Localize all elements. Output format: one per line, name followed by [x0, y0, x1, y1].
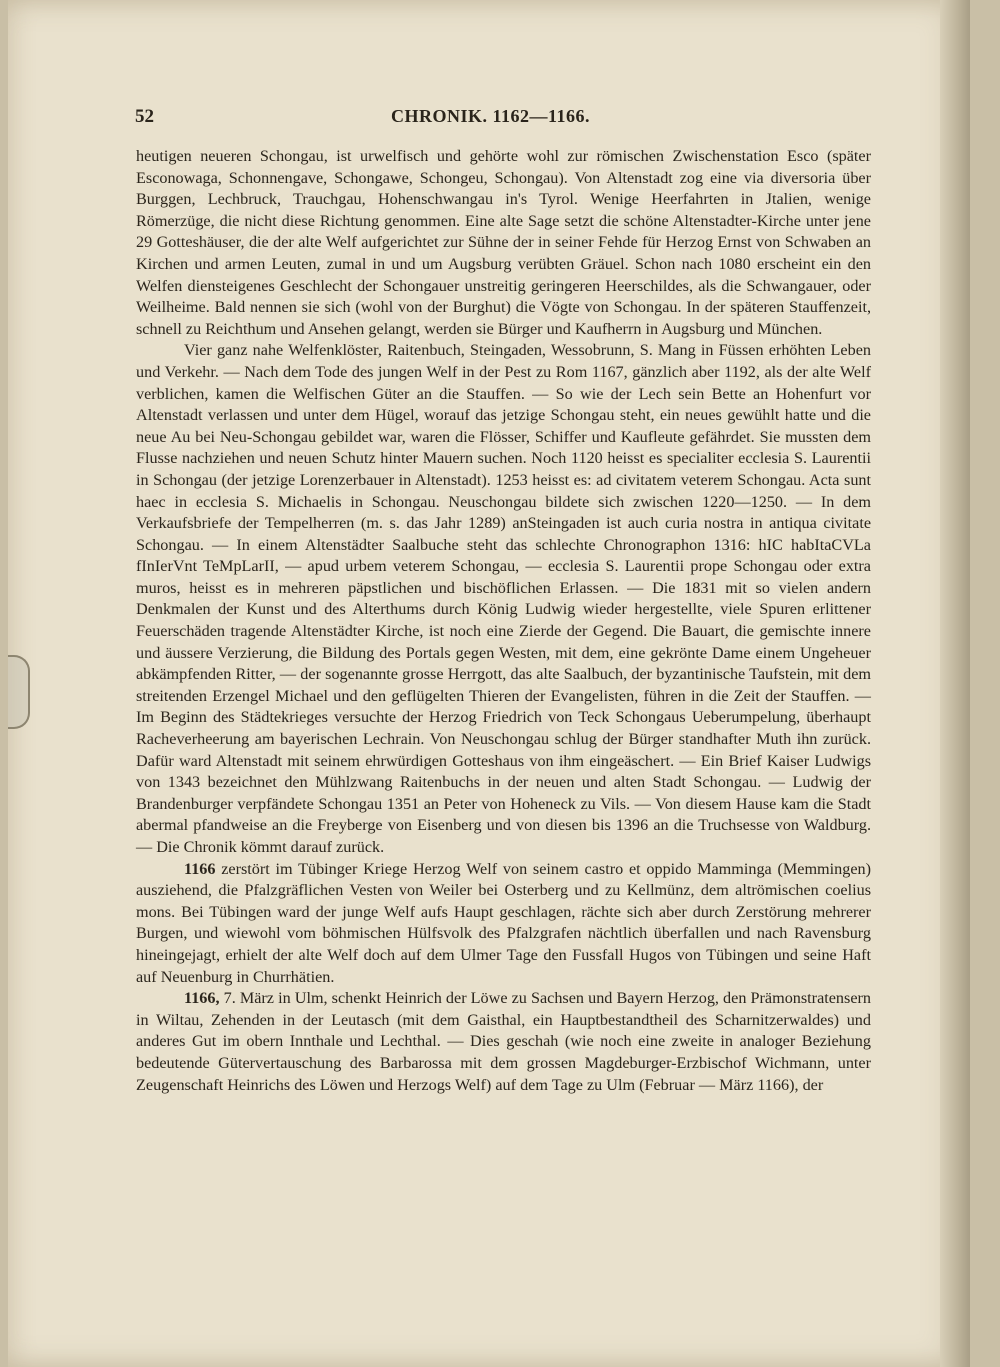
book-page [8, 0, 970, 1367]
entry-year-1166: 1166 [184, 859, 216, 878]
page-edge-shadow [940, 0, 970, 1367]
paragraph-1: heutigen neueren Schongau, ist urwelfisch und gehörte wohl zur römischen Zwischenstation Esco (später Esconowaga, Schonnengave, Schongawe, Schongeu, Schongau). Von Altenstadt zog eine via diversoria über Burggen, Lechbruck, Trauchgau, Hohenschwangau in's Tyrol. Wenige Heerfahrten in Jtalien, wenige Römerzüge, die nicht diese Richtung genommen. Eine alte Sage setzt die schöne Altenstadter-Kirche unter jene 29 Gotteshäuser, die der alte Welf aufgerichtet zur Sühne der in seiner Fehde für Herzog Ernst von Schwaben an Kirchen und armen Leuten, zumal in und um Augsburg verübten Gräuel. Schon nach 1080 erscheint ein den Welfen diensteigenes Geschlecht der Schongauer unstreitig geringeren Heerschildes, als die Schwangauer, oder Weilheime. Bald nennen sie sich (wohl von der Burghut) die Vögte von Schongau. In der späteren Stauffenzeit, schnell zu Reichthum und Ansehen gelangt, werden sie Bürger und Kaufherrn in Augsburg und München. [136, 147, 871, 338]
page-header [135, 106, 871, 128]
body-text [136, 146, 871, 1096]
paragraph-4 [136, 988, 871, 1096]
entry-year-1166-march: 1166, [184, 989, 220, 1008]
page-number: 52 [135, 106, 154, 127]
paragraph-2: Vier ganz nahe Welfenklöster, Raitenbuch, Steingaden, Wessobrunn, S. Mang in Füssen erhöhten Leben und Verkehr. — Nach dem Tode des jungen Welf in der Pest zu Rom 1167, gänzlich aber 1192, als der alte Welf verblichen, kamen die Welfischen Güter an die Stauffen. — So wie der Lech sein Bette an Hohenfurt vor Altenstadt verlassen und unter dem Hügel, worauf das jetzige Schongau steht, ein neues gewühlt hatte und die neue Au bei Neu-Schongau gebildet war, waren die Flösser, Schiffer und Kaufleute gefährdet. Sie mussten dem Flusse nachziehen und neuen Schutz hinter Mauern suchen. Noch 1120 heisst es specialiter ecclesia S. Laurentii in Schongau (der jetzige Lorenzerbauer in Altenstadt). 1253 heisst es: ad civitatem veterem Schongau. Acta sunt haec in ecclesia S. Michaelis in Schongau. Neuschongau bildete sich zwischen 1220—1250. — In dem Verkaufsbriefe der Tempelherren (m. s. das Jahr 1289) anSteingaden ist auch curia nostra in antiqua civitate Schongau. — In einem Altenstädter Saalbuche steht das schlechte Chronographon 1316: hIC habItaCVLa fInIerVnt TeMpLarII, — apud urbem veterem Schongau, — ecclesia S. Laurentii prope Schongau oder extra muros, heisst es in mehreren päpstlichen und bischöflichen Erlassen. — Die 1831 mit so vielen andern Denkmalen der Kunst und des Alterthums durch König Ludwig wieder hergestellte, viele Spuren erlittener Feuerschäden tragende Altenstädter Kirche, ist noch eine Zierde der Gegend. Die Bauart, die gemischte innere und äussere Verzierung, die Bildung des Portals gegen Westen, mit dem, eine gekrönte Dame einem Ungeheuer abkämpfenden Ritter, — der sogenannte grosse Herrgott, das alte Saalbuch, der byzantinische Taufstein, mit dem streitenden Erzengel Michael und den geflügelten Thieren der Evangelisten, führen in die Zeit der Stauffen. — Im Beginn des Städtekrieges versuchte der Herzog Friedrich von Teck Schongaus Ueberumpelung, überhaupt Racheverheerung am bayerischen Lechrain. Von Neuschongau schlug der Bürger standhafter Muth ihn zurück. Dafür ward Altenstadt mit seinem ehrwürdigen Gotteshaus von ihm eingeäschert. — Ein Brief Kaiser Ludwigs von 1343 bezeichnet den Mühlzwang Raitenbuchs in der neuen und alten Stadt Schongau. — Ludwig der Brandenburger verpfändete Schongau 1351 an Peter von Hoheneck zu Vils. — Von diesem Hause kam die Stadt abermal pfandweise an die Freyberge von Eisenberg und von diesen bis 1396 an die Truchsesse von Waldburg. — Die Chronik kömmt darauf zurück. [136, 341, 871, 856]
paragraph-3-text: zerstört im Tübinger Kriege Herzog Welf von seinem castro et oppido Mamminga (Memmingen) ausziehend, die Pfalzgräflichen Vesten von Weiler bei Osterberg und zu Kellmünz, dem altrömischen coelius mons. Bei Tübingen ward der junge Welf aufs Haupt geschlagen, rächte sich aber durch Zerstörung mehrerer Burgen, und wiewohl vom böhmischen Hülfsvolk des Pfalzgrafen nächtlich überfallen und nach Ravensburg hineingejagt, erhielt der alte Welf doch auf dem Ulmer Tage den Fussfall Hugos von Tübingen und seine Haft auf Neuenburg in Churrhätien. [136, 859, 871, 986]
paragraph-4-text: 7. März in Ulm, schenkt Heinrich der Löwe zu Sachsen und Bayern Herzog, den Prämonstratensern in Wiltau, Zehenden in der Leutasch (mit dem Gaisthal, ein Hauptbestandtheil des Scharnitzerwaldes) und anderes Gut im obern Innthale und Lechthal. — Dies geschah (wie noch eine zweite in analoger Beziehung bedeutende Gütervertauschung des Barbarossa mit dem grossen Magdeburger-Erzbischof Wichmann, unter Zeugenschaft Heinrichs des Löwen und Herzogs Welf) auf dem Tage zu Ulm (Februar — März 1166), der [136, 989, 871, 1094]
binder-clip [8, 655, 30, 729]
paragraph-3 [136, 859, 871, 989]
running-title: CHRONIK. 1162—1166. [391, 106, 591, 126]
